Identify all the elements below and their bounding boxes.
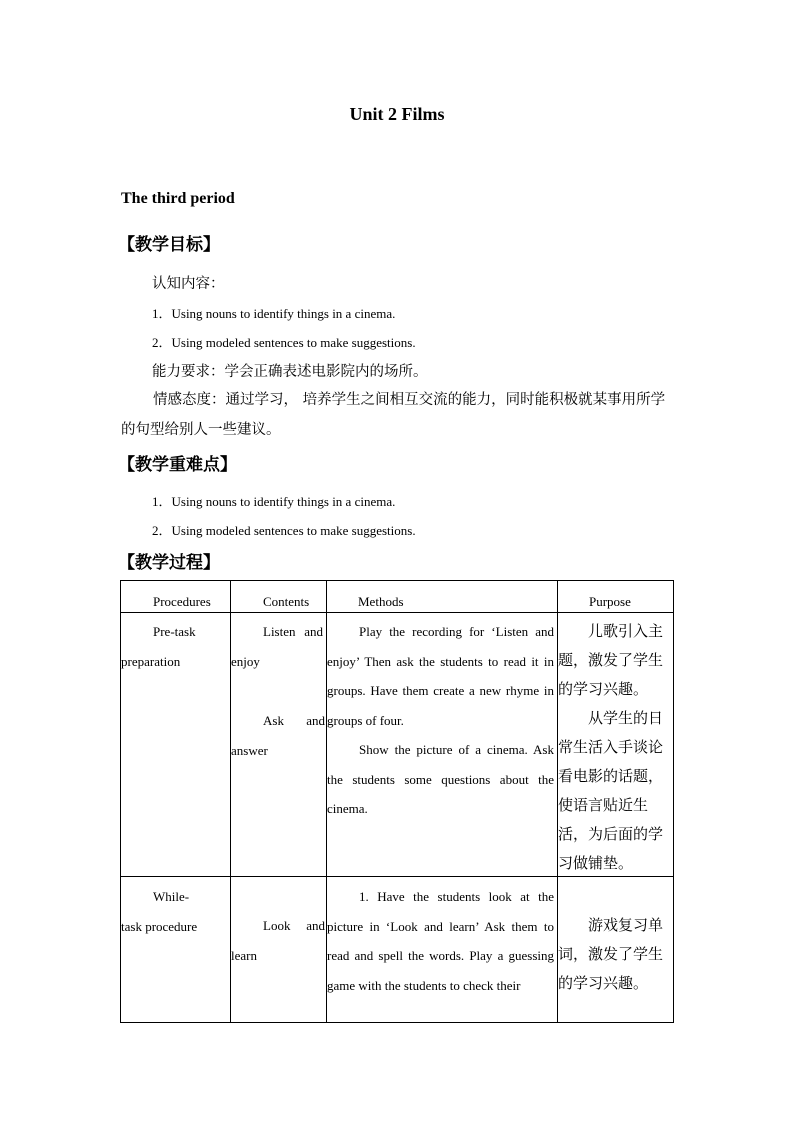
key-points-heading: 【教学重难点】 (118, 455, 237, 475)
purpose-daily-life: 从学生的日常生活入手谈论看电影的话题，使语言贴近生活，为后面的学习做铺垫。 (558, 709, 664, 872)
process-table (120, 580, 674, 1023)
emotion-attitude: 情感态度：通过学习， 培养学生之间相互交流的能力，同时能积极就某事用所学的句型给别人一些建议。 (121, 392, 666, 438)
procedure-pre-task: Pre-task preparation (121, 624, 196, 669)
objective-item-1: 1．Using nouns to identify things in a cinema. (152, 306, 396, 321)
header-procedures: Procedures (153, 594, 211, 609)
process-heading: 【教学过程】 (118, 553, 220, 573)
objective-item-2: 2．Using modeled sentences to make suggestions. (152, 335, 416, 350)
method-cinema-questions: Show the picture of a cinema. Ask the students some questions about the cinema. (327, 742, 554, 816)
header-contents: Contents (263, 594, 310, 609)
purpose-game: 游戏复习单词，激发了学生的学习兴趣。 (558, 916, 664, 992)
content-look-and-learn: Look and learn (231, 918, 325, 963)
header-methods: Methods (358, 594, 404, 609)
document-title: Unit 2 Films (349, 104, 445, 124)
ability-requirement: 能力要求：学会正确表述电影院内的场所。 (152, 364, 428, 380)
header-purpose: Purpose (589, 594, 631, 609)
content-listen-and-enjoy: Listen and enjoy (231, 624, 323, 669)
key-point-item-1: 1．Using nouns to identify things in a cinema. (152, 494, 396, 509)
cognitive-label: 认知内容： (152, 276, 225, 292)
procedure-while-task: While-task procedure (121, 889, 198, 934)
key-point-item-2: 2．Using modeled sentences to make suggestions. (152, 523, 416, 538)
objectives-heading: 【教学目标】 (118, 235, 220, 255)
purpose-rhyme: 儿歌引入主题，激发了学生的学习兴趣。 (558, 622, 664, 698)
period-heading: The third period (121, 190, 235, 207)
content-ask-and-answer: Ask and answer (231, 713, 325, 758)
method-listen-and-enjoy: Play the recording for ‘Listen and enjoy’ Then ask the students to read it in groups. Have them create a new rhyme in groups of four. (327, 624, 554, 728)
method-look-and-learn: 1. Have the students look at the picture in ‘Look and learn’ Ask them to read and spell the words. Play a guessing game with the students to check their (327, 889, 554, 993)
